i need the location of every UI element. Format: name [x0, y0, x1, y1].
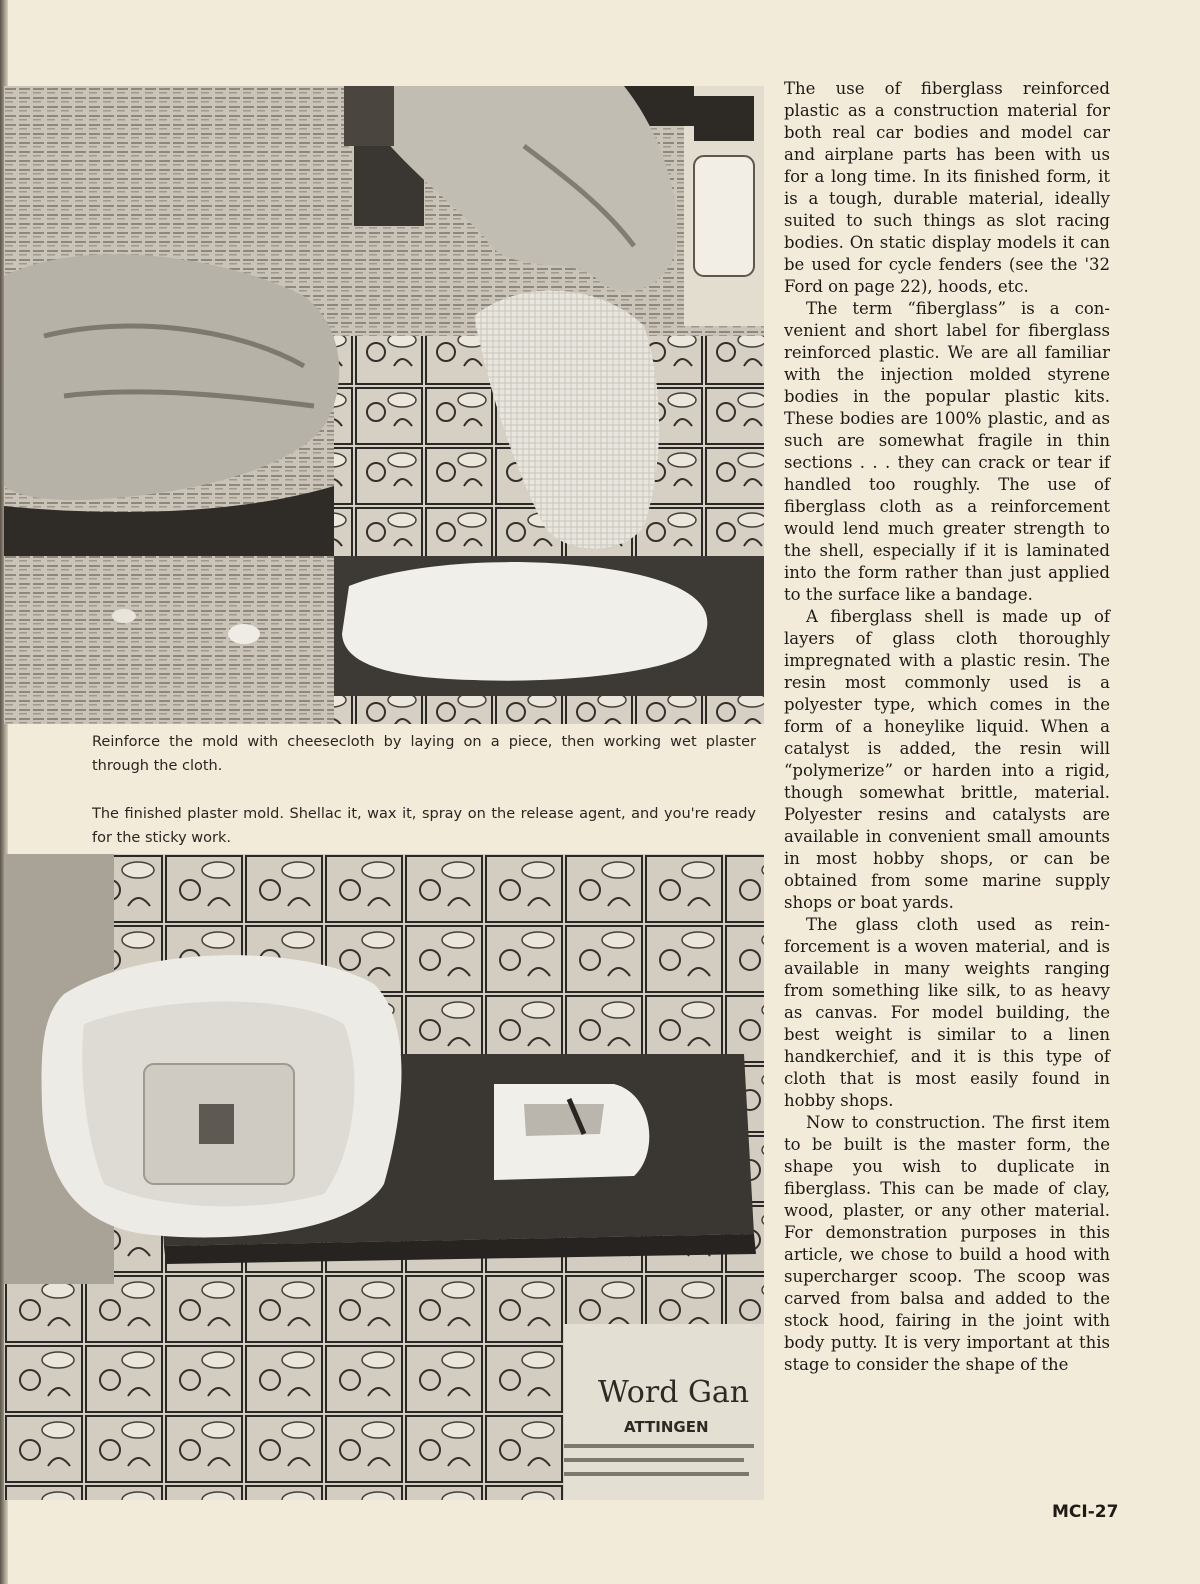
- article-paragraph: The term “fiberglass” is a convenient and short label for fiberglass reinforced plastic. We are all familiar with the injection molded styrene bodies in the popular plastic kits. These bodies are 100% plastic, and as such are somewhat fragile in thin sections . . . they can crack or tear if handled too roughly. The use of fiberglass cloth as a reinforcement would lend much greater strength to the shell, especially if it is laminated into the form rather than just applied to the surface like a bandage.: [784, 299, 1110, 604]
- photo-cheesecloth-reinforcement: [4, 86, 764, 724]
- word-game-heading: Word Gan: [598, 1375, 750, 1410]
- photo-cheesecloth-image: [4, 86, 764, 724]
- caption-finished-mold: The finished plaster mold. Shellac it, wax it, spray on the release agent, and you're ready for the sticky work.: [92, 806, 756, 846]
- photo-finished-plaster-mold: [4, 854, 764, 1500]
- caption-cheesecloth: Reinforce the mold with cheesecloth by laying on a piece, then working wet plaster through the cloth.: [92, 734, 756, 774]
- article-paragraph: Now to construction. The first item to be built is the master form, the shape you wish to duplicate in fiberglass. This can be made of clay, wood, plaster, or any other material. For demonstration purposes in this article, we chose to build a hood with supercharger scoop. The scoop was carved from balsa and added to the stock hood, fairing in the joint with body putty. It is very important at this stage to consider the shape of the: [784, 1113, 1110, 1374]
- photo-mold-image: [4, 854, 764, 1500]
- article-paragraph: A fiberglass shell is made up of layers of glass cloth thoroughly impregnated with a plastic resin. The resin most commonly used is a polyester type, which comes in the form of a honeylike liquid. When a catalyst is added, the resin will “polymerize” or harden into a rigid, though somewhat brittle, material. Polyester resins and catalysts are available in convenient small amounts in most hobby shops, or can be obtained from some marine supply shops or boat yards.: [784, 607, 1110, 912]
- article-paragraph: The use of fiberglass reinforced plastic as a construction material for both real car bodies and model car and airplane parts has been with us for a long time. In its finished form, it is a tough, durable material, ideally suited to such things as slot racing bodies. On static display models it can be used for cycle fenders (see the '32 Ford on page 22), hoods, etc.: [784, 79, 1110, 296]
- article-paragraph: The glass cloth used as reinforcement is a woven material, and is available in many weights ranging from something like silk, to as heavy as canvas. For model building, the best weight is similar to a linen handkerchief, and it is this type of cloth that is most easily found in hobby shops.: [784, 915, 1110, 1110]
- attingent-heading: ATTINGEN: [624, 1418, 709, 1436]
- page-number: MCI-27: [1052, 1502, 1119, 1522]
- article-body: [784, 78, 1110, 1376]
